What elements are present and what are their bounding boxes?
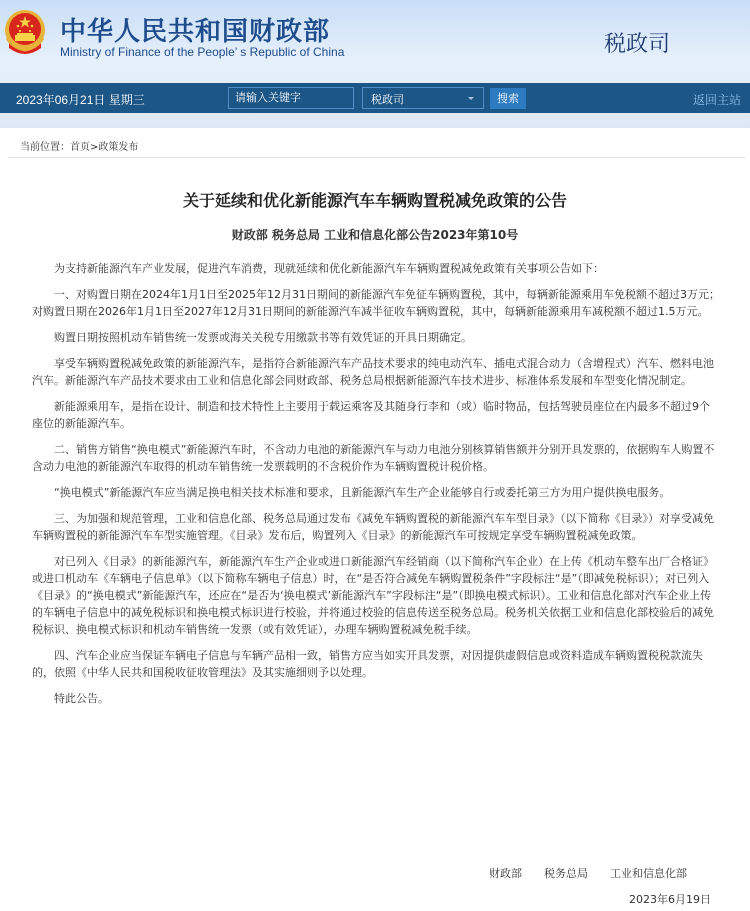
back-to-main-site-link[interactable]: 返回主站 (693, 93, 742, 107)
national-emblem-icon (3, 8, 47, 58)
signers (489, 865, 687, 881)
paragraph: 购置日期按照机动车销售统一发票或海关关税专用缴款书等有效凭证的开具日期确定。 (54, 331, 472, 344)
breadcrumb-policy-release[interactable]: 政策发布 (98, 142, 139, 153)
search-input[interactable] (228, 87, 354, 109)
search-scope-value: 税政司 (371, 93, 404, 106)
paragraph: 对已列入《目录》的新能源汽车，新能源汽车生产企业或进口新能源汽车经销商（以下简称汽车企业）在上传《机动车整车出厂合格证》或进口机动车《车辆电子信息单》（以下简称车辆电子信息）时，在“是否符合减免车辆购置税条件”字段标注“是”（即减免税标识）；对已列入《目录》的“换电模式”新能源汽车，还应在“是否为‘换电模式’新能源汽车”字段标注“是”（即换电模式标识）。工业和信息化部对汽车企业上传的车辆电子信息中的减免税标识和换电模式标识进行校验，并将通过校验的信息传送至税务总局。税务机关依据工业和信息化部校验后的减免税标识、换电模式标识和机动车销售统一发票（或有效凭证），办理车辆购置税减免税手续。 (32, 555, 714, 636)
paragraph: 二、销售方销售“换电模式”新能源汽车时，不含动力电池的新能源汽车与动力电池分别核算销售额并分别开具发票的，依据购车人购置不含动力电池的新能源汽车取得的机动车销售统一发票载明的不含税价作为车辆购置税计税价格。 (32, 443, 715, 473)
top-nav-bar (0, 83, 750, 113)
site-header (0, 0, 750, 80)
paragraph: 四、汽车企业应当保证车辆电子信息与车辆产品相一致，销售方应当如实开具发票，对因提供虚假信息或资料造成车辆购置税税款流失的，依照《中华人民共和国税收征收管理法》及其实施细则予以处理。 (32, 649, 703, 679)
paragraph: 新能源乘用车，是指在设计、制造和技术特性上主要用于载运乘客及其随身行李和（或）临时物品，包括驾驶员座位在内最多不超过9个座位的新能源汽车。 (32, 400, 710, 430)
signer: 税务总局 (544, 867, 588, 880)
site-title-en: Ministry of Finance of the People’ s Republic of China (60, 45, 345, 59)
paragraph: “换电模式”新能源汽车应当满足换电相关技术标准和要求，且新能源汽车生产企业能够自行或委托第三方为用户提供换电服务。 (54, 486, 671, 499)
department-name: 税政司 (604, 32, 671, 57)
article-title: 关于延续和优化新能源汽车车辆购置税减免政策的公告 (182, 191, 567, 210)
search-scope-select[interactable] (362, 87, 484, 109)
chevron-down-icon (468, 97, 474, 100)
paragraph: 为支持新能源汽车产业发展，促进汽车消费，现就延续和优化新能源汽车车辆购置税减免政策有关事项公告如下： (54, 262, 604, 275)
main-content (0, 128, 750, 911)
divider (8, 157, 745, 158)
signing-date: 2023年6月19日 (629, 893, 711, 906)
breadcrumb (20, 138, 138, 153)
paragraph: 享受车辆购置税减免政策的新能源汽车，是指符合新能源汽车产品技术要求的纯电动汽车、插电式混合动力（含增程式）汽车、燃料电池汽车。新能源汽车产品技术要求由工业和信息化部会同财政部、税务总局根据新能源汽车技术进步、标准体系发展和车型变化情况制定。 (32, 357, 714, 387)
signer: 工业和信息化部 (610, 867, 687, 880)
article-body (32, 260, 720, 716)
site-title-cn: 中华人民共和国财政部 (60, 17, 331, 47)
paragraph: 特此公告。 (54, 692, 109, 705)
breadcrumb-home[interactable]: 首页 (70, 142, 90, 153)
paragraph: 一、对购置日期在2024年1月1日至2025年12月31日期间的新能源汽车免征车辆购置税，其中，每辆新能源乘用车免税额不超过3万元；对购置日期在2026年1月1日至2027年12月31日期间的新能源汽车减半征收车辆购置税，其中，每辆新能源乘用车减税额不超过1.5万元。 (32, 288, 720, 318)
breadcrumb-separator: > (90, 142, 99, 153)
current-date: 2023年06月21日 星期三 (16, 93, 145, 107)
breadcrumb-prefix: 当前位置： (20, 142, 70, 153)
signer: 财政部 (489, 867, 522, 880)
search-button[interactable]: 搜索 (490, 88, 526, 109)
paragraph: 三、为加强和规范管理，工业和信息化部、税务总局通过发布《减免车辆购置税的新能源汽车车型目录》（以下简称《目录》）对享受减免车辆购置税的新能源汽车车型实施管理。《目录》发布后，购置列入《目录》的新能源汽车可按规定享受车辆购置税减免政策。 (32, 512, 714, 542)
article-subtitle: 财政部 税务总局 工业和信息化部公告2023年第10号 (231, 228, 519, 242)
